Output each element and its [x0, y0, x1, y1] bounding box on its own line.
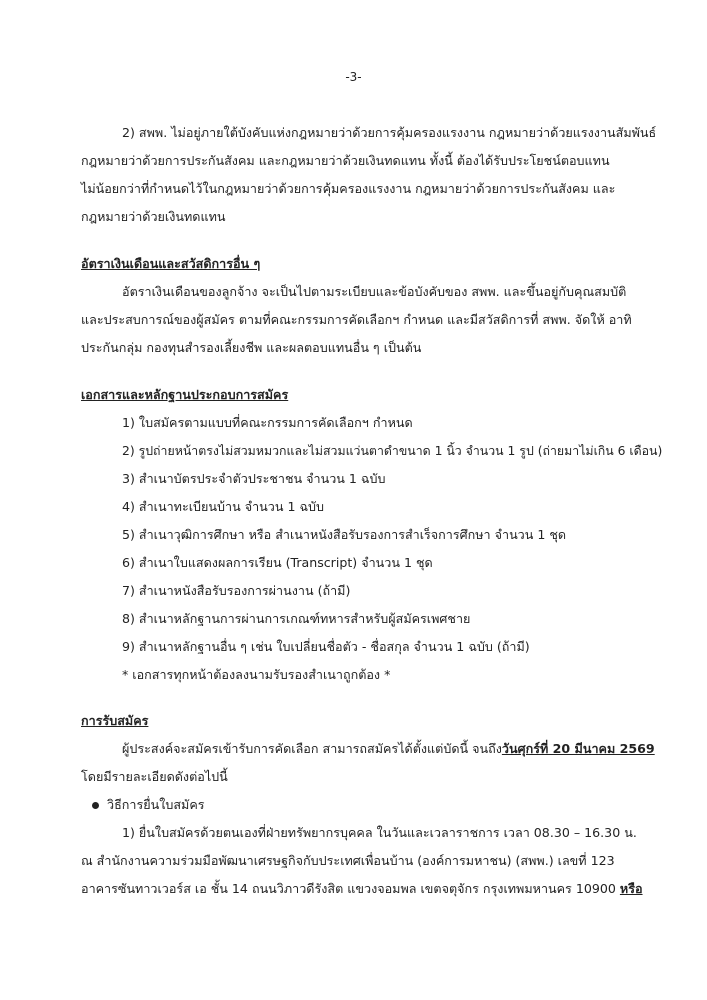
method-or: หรือ: [619, 881, 643, 896]
qualification-line-4: กฎหมายว่าด้วยเงินทดแทน: [81, 209, 226, 224]
application-deadline: วันศุกร์ที่ 20 มีนาคม 2569: [501, 741, 655, 756]
salary-heading: อัตราเงินเดือนและสวัสดิการอื่น ๆ: [81, 256, 261, 271]
qualification-line-1: 2) สพพ. ไม่อยู่ภายใต้บังคับแห่งกฎหมายว่าด้วยการคุ้มครองแรงงาน กฎหมายว่าด้วยแรงงานสัมพันธ์: [122, 125, 657, 140]
documents-heading: เอกสารและหลักฐานประกอบการสมัคร: [81, 387, 289, 402]
application-intro-line: [122, 740, 655, 758]
bullet-dot-icon: [92, 802, 99, 809]
document-item-1: 1) ใบสมัครตามแบบที่คณะกรรมการคัดเลือกฯ กำหนด: [122, 415, 413, 430]
document-item-7: 7) สำเนาหนังสือรับรองการผ่านงาน (ถ้ามี): [122, 583, 351, 598]
application-heading: การรับสมัคร: [81, 713, 149, 728]
document-item-2: 2) รูปถ่ายหน้าตรงไม่สวมหมวกและไม่สวมแว่นตาดำขนาด 1 นิ้ว จำนวน 1 รูป (ถ่ายมาไม่เกิน 6 เดือน): [122, 444, 663, 458]
application-intro-text: ผู้ประสงค์จะสมัครเข้ารับการคัดเลือก สามารถสมัครได้ตั้งแต่บัดนี้ จนถึง: [122, 741, 502, 756]
method-address: อาคารซันทาวเวอร์ส เอ ชั้น 14 ถนนวิภาวดีรังสิต แขวงจอมพล เขตจตุจักร กรุงเทพมหานคร 10900: [81, 881, 620, 896]
qualification-line-2: กฎหมายว่าด้วยการประกันสังคม และกฎหมายว่าด้วยเงินทดแทน ทั้งนี้ ต้องได้รับประโยชน์ตอบแทน: [81, 153, 610, 168]
method-line-1: 1) ยื่นใบสมัครด้วยตนเองที่ฝ่ายทรัพยากรบุคคล ในวันและเวลาราชการ เวลา 08.30 – 16.30 น.: [122, 825, 637, 840]
salary-line-2: และประสบการณ์ของผู้สมัคร ตามที่คณะกรรมการคัดเลือกฯ กำหนด และมีสวัสดิการที่ สพพ. จัดให้ อาทิ: [81, 312, 632, 327]
documents-note: * เอกสารทุกหน้าต้องลงนามรับรองสำเนาถูกต้อง *: [122, 667, 391, 682]
document-item-9: 9) สำเนาหลักฐานอื่น ๆ เช่น ใบเปลี่ยนชื่อตัว - ชื่อสกุล จำนวน 1 ฉบับ (ถ้ามี): [122, 639, 530, 654]
document-item-3: 3) สำเนาบัตรประจำตัวประชาชน จำนวน 1 ฉบับ: [122, 471, 386, 486]
document-item-8: 8) สำเนาหลักฐานการผ่านการเกณฑ์ทหารสำหรับผู้สมัครเพศชาย: [122, 611, 471, 626]
document-item-5: 5) สำเนาวุฒิการศึกษา หรือ สำเนาหนังสือรับรองการสำเร็จการศึกษา จำนวน 1 ชุด: [122, 527, 567, 542]
document-item-4: 4) สำเนาทะเบียนบ้าน จำนวน 1 ฉบับ: [122, 499, 325, 514]
application-intro-line-2: โดยมีรายละเอียดดังต่อไปนี้: [81, 769, 228, 784]
page-number: -3-: [345, 70, 362, 84]
salary-line-3: ประกันกลุ่ม กองทุนสำรองเลี้ยงชีพ และผลตอบแทนอื่น ๆ เป็นต้น: [81, 340, 422, 355]
method-line-3: [81, 880, 643, 898]
document-item-6: 6) สำเนาใบแสดงผลการเรียน (Transcript) จำนวน 1 ชุด: [122, 555, 433, 570]
qualification-line-3: ไม่น้อยกว่าที่กำหนดไว้ในกฎหมายว่าด้วยการคุ้มครองแรงงาน กฎหมายว่าด้วยการประกันสังคม และ: [81, 181, 616, 196]
application-method-bullet: วิธีการยื่นใบสมัคร: [107, 797, 205, 812]
salary-line-1: อัตราเงินเดือนของลูกจ้าง จะเป็นไปตามระเบียบและข้อบังคับของ สพพ. และขึ้นอยู่กับคุณสมบัติ: [122, 284, 627, 299]
method-line-2: ณ สำนักงานความร่วมมือพัฒนาเศรษฐกิจกับประเทศเพื่อนบ้าน (องค์การมหาชน) (สพพ.) เลขที่ 123: [81, 853, 615, 868]
